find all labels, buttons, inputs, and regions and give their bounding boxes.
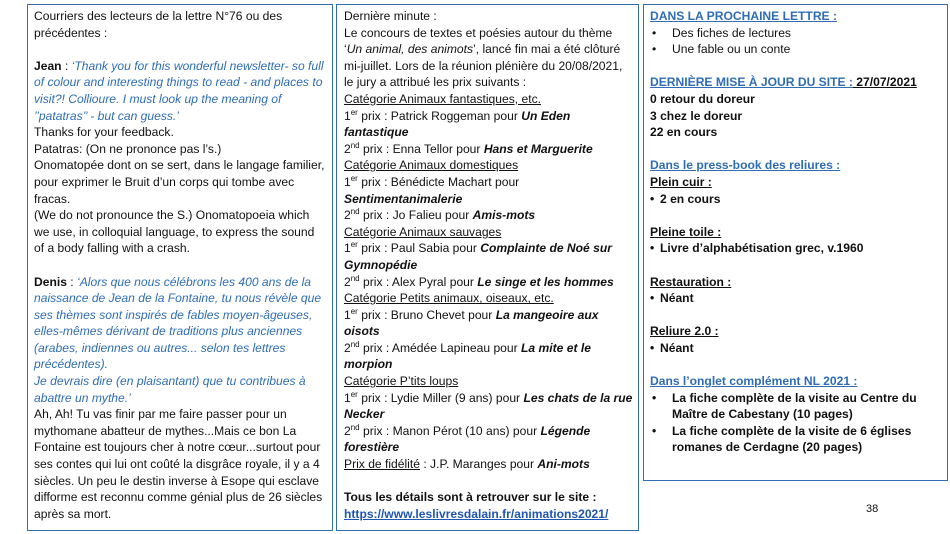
denis-letter: Denis : ‘Alors que nous célébrons les 400 ans de la naissance de Jean de la Fontaine, tu nous révèle que ses thèmes sont inspirés de fables moyen-âgeuses, elles-mêmes dérivant de traditions plus anciennes (arabes, indiennes ou autres... selon tes lettres précédentes). [34, 274, 322, 372]
plein-cuir-heading: Plein cuir : [650, 174, 712, 189]
next-letter-list [650, 25, 942, 58]
category-heading: Catégorie Animaux domestiques [344, 158, 519, 173]
denis-quote-2: Je devrais dire (en plaisantant) que tu contribues à abattre un mythe.’ [34, 374, 306, 405]
list-item: • Néant [650, 340, 942, 357]
prize-categories [344, 91, 633, 456]
list-item: • Néant [650, 290, 942, 307]
jean-name: Jean [34, 58, 62, 73]
prize-line: 2nd prix : Enna Tellor pour Hans et Marguerite [344, 140, 593, 156]
fidelity-prize: Prix de fidélité : J.P. Maranges pour Ani-mots [344, 457, 590, 472]
pleine-toile-heading: Pleine toile : [650, 224, 722, 239]
category-heading: Catégorie Petits animaux, oiseaux, etc. [344, 291, 554, 306]
jean-quote: ‘Thank you for this wonderful newsletter- so full of colour and interesting things to read - and places to visit?! Collioure. I must look up the meaning of ’’patatras’’ - but can guess.’ [34, 58, 324, 123]
list-item: • Des fiches de lectures [650, 25, 942, 42]
status-line: 22 en cours [650, 125, 718, 140]
denis-reply: Ah, Ah! Tu vas finir par me faire passer pour un mythomane abatteur de mythes...Mais ce bon La Fontaine est toujours cher à notre cœur...surtout pour ses contes qui lui ont coûté la disgrâce royale, il y a 4 siècles. Un peu le destin inverse à Esope qui esclave difforme est reconnu comme génial plus de 26 siècles après sa mort. [34, 407, 323, 521]
next-letter-title: DANS LA PROCHAINE LETTRE : [650, 9, 838, 23]
prize-line: 2nd prix : Manon Pérot (10 ans) pour Légende forestière [344, 422, 591, 455]
list-item: • 2 en cours [650, 191, 942, 208]
onglet-title: Dans l’onglet complément NL 2021 : [650, 374, 858, 389]
jean-reply: Thanks for your feedback. Patatras: (On ne prononce pas l’s.) Onomatopée dont on se sert, dans le langage familier, pour exprimer le Bruit d’un corps qui tombe avec fracas. (We do not pronounce the S.) Onomatopoeia which we use, in colloquial language, to express the sound of a body falling with a crash. [34, 125, 325, 256]
animations-link[interactable]: https://www.leslivresdalain.fr/animations2021/ [344, 506, 609, 521]
prize-line: 1er prix : Patrick Roggeman pour Un Eden fantastique [344, 107, 571, 140]
site-news-column [643, 4, 948, 481]
prize-line: 1er prix : Lydie Miller (9 ans) pour Les chats de la rue Necker [344, 389, 633, 422]
prize-line: 2nd prix : Amédée Lapineau pour La mite et le morpion [344, 339, 591, 372]
prize-line: 2nd prix : Alex Pyral pour Le singe et les hommes [344, 273, 614, 289]
last-minute-title: Dernière minute : [344, 9, 437, 23]
denis-name: Denis [34, 274, 67, 289]
site-update: DERNIÈRE MISE À JOUR DU SITE : 27/07/2021 [650, 75, 917, 90]
category-heading: Catégorie Animaux sauvages [344, 224, 502, 239]
list-item: • La fiche complète de la visite de 6 églises romanes de Cerdagne (20 pages) [650, 423, 942, 456]
readers-letters-title: Courriers des lecteurs de la lettre N°76 ou des précédentes : [34, 9, 283, 40]
list-item: • La fiche complète de la visite au Centre du Maître de Cabestany (10 pages) [650, 390, 942, 423]
prize-line: 1er prix : Paul Sabia pour Complainte de Noé sur Gymnopédie [344, 240, 612, 272]
press-book-title: Dans le press-book des reliures : [650, 158, 841, 173]
category-heading: Catégorie Animaux fantastiques, etc. [344, 91, 541, 106]
details-text: Tous les détails sont à retrouver sur le site : [344, 490, 597, 505]
prize-line: 2nd prix : Jo Falieu pour Amis-mots [344, 207, 536, 223]
category-heading: Catégorie P’tits loups [344, 374, 459, 389]
status-line: 0 retour du doreur [650, 91, 755, 106]
list-item: • Une fable ou un conte [650, 41, 942, 58]
last-minute-column [336, 4, 639, 531]
contest-intro: Le concours de textes et poésies autour du thème ‘Un animal, des animots’, lancé fin mai a été clôturé mi-juillet. Lors de la réunion plénière du 20/08/2021, le jury a attribué les prix suivants : [344, 25, 623, 90]
readers-letters-column [27, 4, 333, 531]
restauration-heading: Restauration : [650, 274, 732, 289]
page-number: 38 [866, 503, 879, 515]
list-item: • Livre d’alphabétisation grec, v.1960 [650, 240, 942, 257]
status-line: 3 chez le doreur [650, 108, 743, 123]
jean-letter: Jean : ‘Thank you for this wonderful newsletter- so full of colour and interesting things to read - and places to visit?! Collioure. I must look up the meaning of ’’patatras’’ - but can guess.’ [34, 58, 324, 123]
prize-line: 1er prix : Bruno Chevet pour La mangeoire aux oisots [344, 306, 599, 339]
reliure-heading: Reliure 2.0 : [650, 324, 719, 339]
denis-quote: ‘Alors que nous célébrons les 400 ans de la naissance de Jean de la Fontaine, tu nous révèle que ses thèmes sont inspirés de fables moyen-âgeuses, elles-mêmes dérivant de traditions plus anciennes (arabes, indiennes ou autres... selon tes lettres précédentes). [34, 274, 322, 372]
prize-line: 1er prix : Bénédicte Machart pour Sentimentanimalerie [344, 173, 520, 206]
